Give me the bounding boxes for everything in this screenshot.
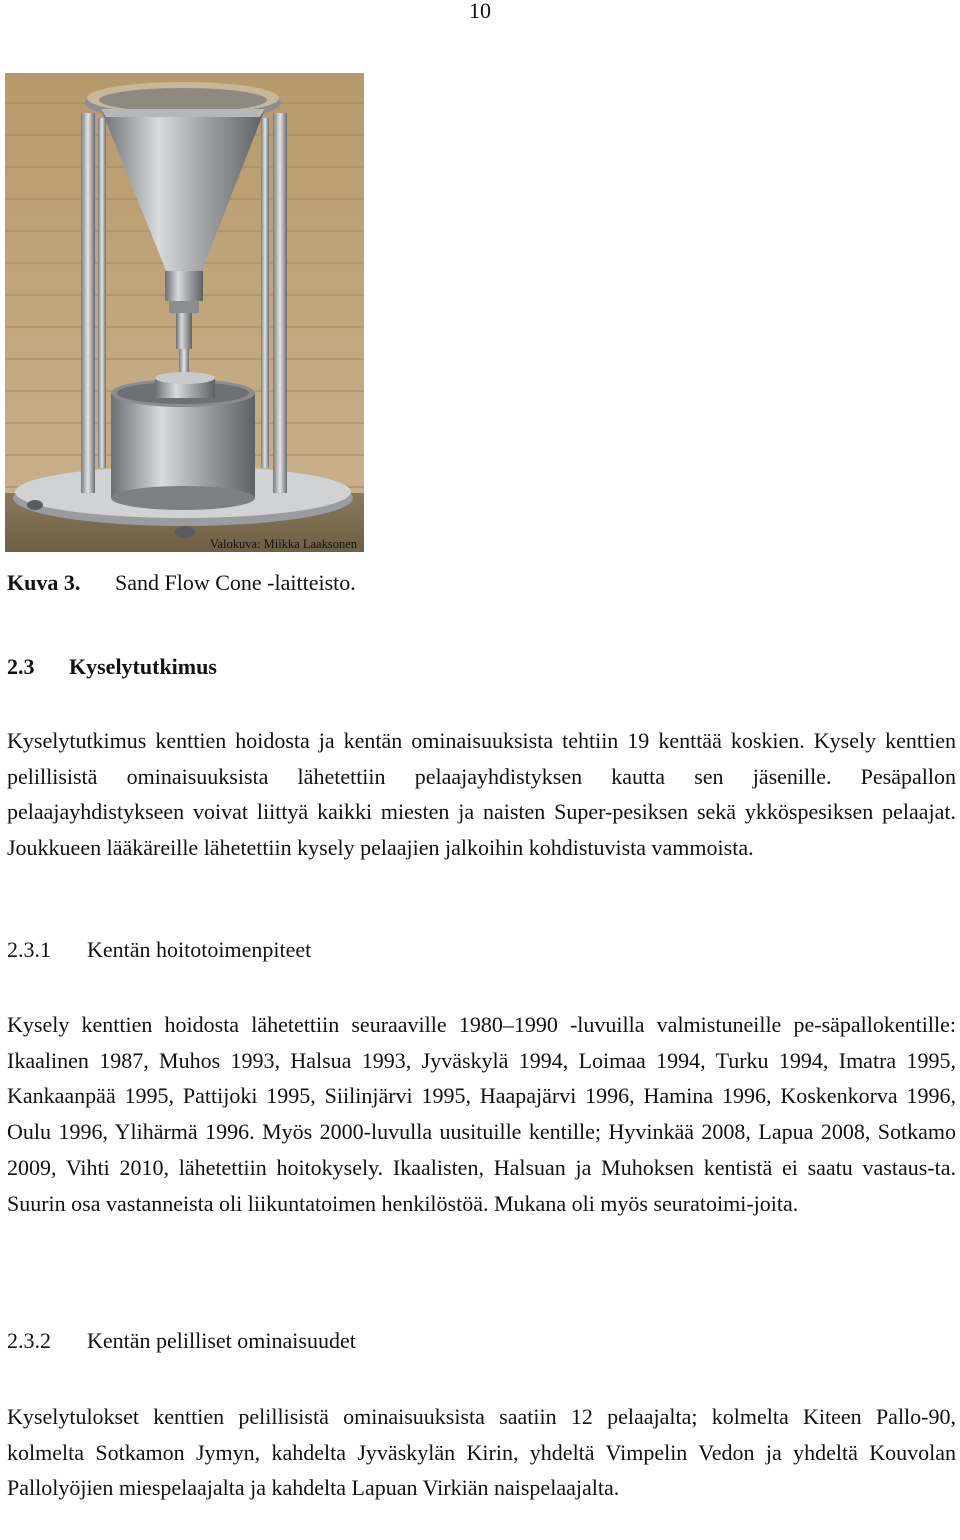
figure-caption (7, 570, 356, 596)
caption-text: Sand Flow Cone -laitteisto. (115, 570, 356, 595)
subsection-1-paragraph: Kysely kenttien hoidosta lähetettiin seuraaville 1980–1990 -luvuilla valmistuneille pe-säpallokentille: Ikaalinen 1987, Muhos 1993, Halsua 1993, Jyväskylä 1994, Loimaa 1994, Turku 1994, Imatra 1995, Kankaanpää 1995, Pattijoki 1995, Siilinjärvi 1995, Haapajärvi 1996, Hamina 1996, Koskenkorva 1996, Oulu 1996, Ylihärmä 1996. Myös 2000-luvulla uusituille kentille; Hyvinkää 2008, Lapua 2008, Sotkamo 2009, Vihti 2010, lähetettiin hoitokysely. Ikaalisten, Halsuan ja Muhoksen kentistä ei saatu vastaus-ta. Suurin osa vastanneista oli liikuntatoimen henkilöstöä. Mukana oli myös seuratoimi-joita. (7, 1012, 956, 1216)
subsection-title: Kentän hoitotoimenpiteet (87, 937, 312, 962)
subsection-heading-2 (7, 1328, 356, 1354)
subsection-heading-1 (7, 937, 311, 963)
section-number: 2.3 (7, 654, 35, 679)
section-heading (7, 654, 217, 680)
subsection-number: 2.3.1 (7, 937, 51, 962)
page-number: 10 (469, 0, 491, 23)
section-title: Kyselytutkimus (69, 654, 217, 679)
subsection-title: Kentän pelilliset ominaisuudet (87, 1328, 356, 1353)
subsection-2-paragraph: Kyselytulokset kenttien pelillisistä ominaisuuksista saatiin 12 pelaajalta; kolmelta Kiteen Pallo-90, kolmelta Sotkamon Jymyn, kahdelta Jyväskylän Kirin, yhdeltä Vimpelin Vedon ja yhdeltä Kouvolan Pallolyöjien miespelaajalta ja kahdelta Lapuan Virkiän naispelaajalta. (7, 1404, 956, 1501)
sand-flow-cone-photo (5, 73, 364, 552)
subsection-number: 2.3.2 (7, 1328, 51, 1353)
photo-credit: Valokuva: Miikka Laaksonen (209, 537, 357, 551)
caption-label: Kuva 3. (7, 570, 81, 595)
section-paragraph: Kyselytutkimus kenttien hoidosta ja kentän ominaisuuksista tehtiin 19 kenttää koskien. Kysely kenttien pelillisistä ominaisuuksista lähetettiin pelaajayhdistyksen kautta sen jäsenille. Pesäpallon pelaajayhdistykseen voivat liittyä kaikki miesten ja naisten Super-pesiksen sekä ykköspesiksen pelaajat. Joukkueen lääkäreille lähetettiin kysely pelaajien jalkoihin kohdistuvista vammoista. (7, 728, 956, 861)
